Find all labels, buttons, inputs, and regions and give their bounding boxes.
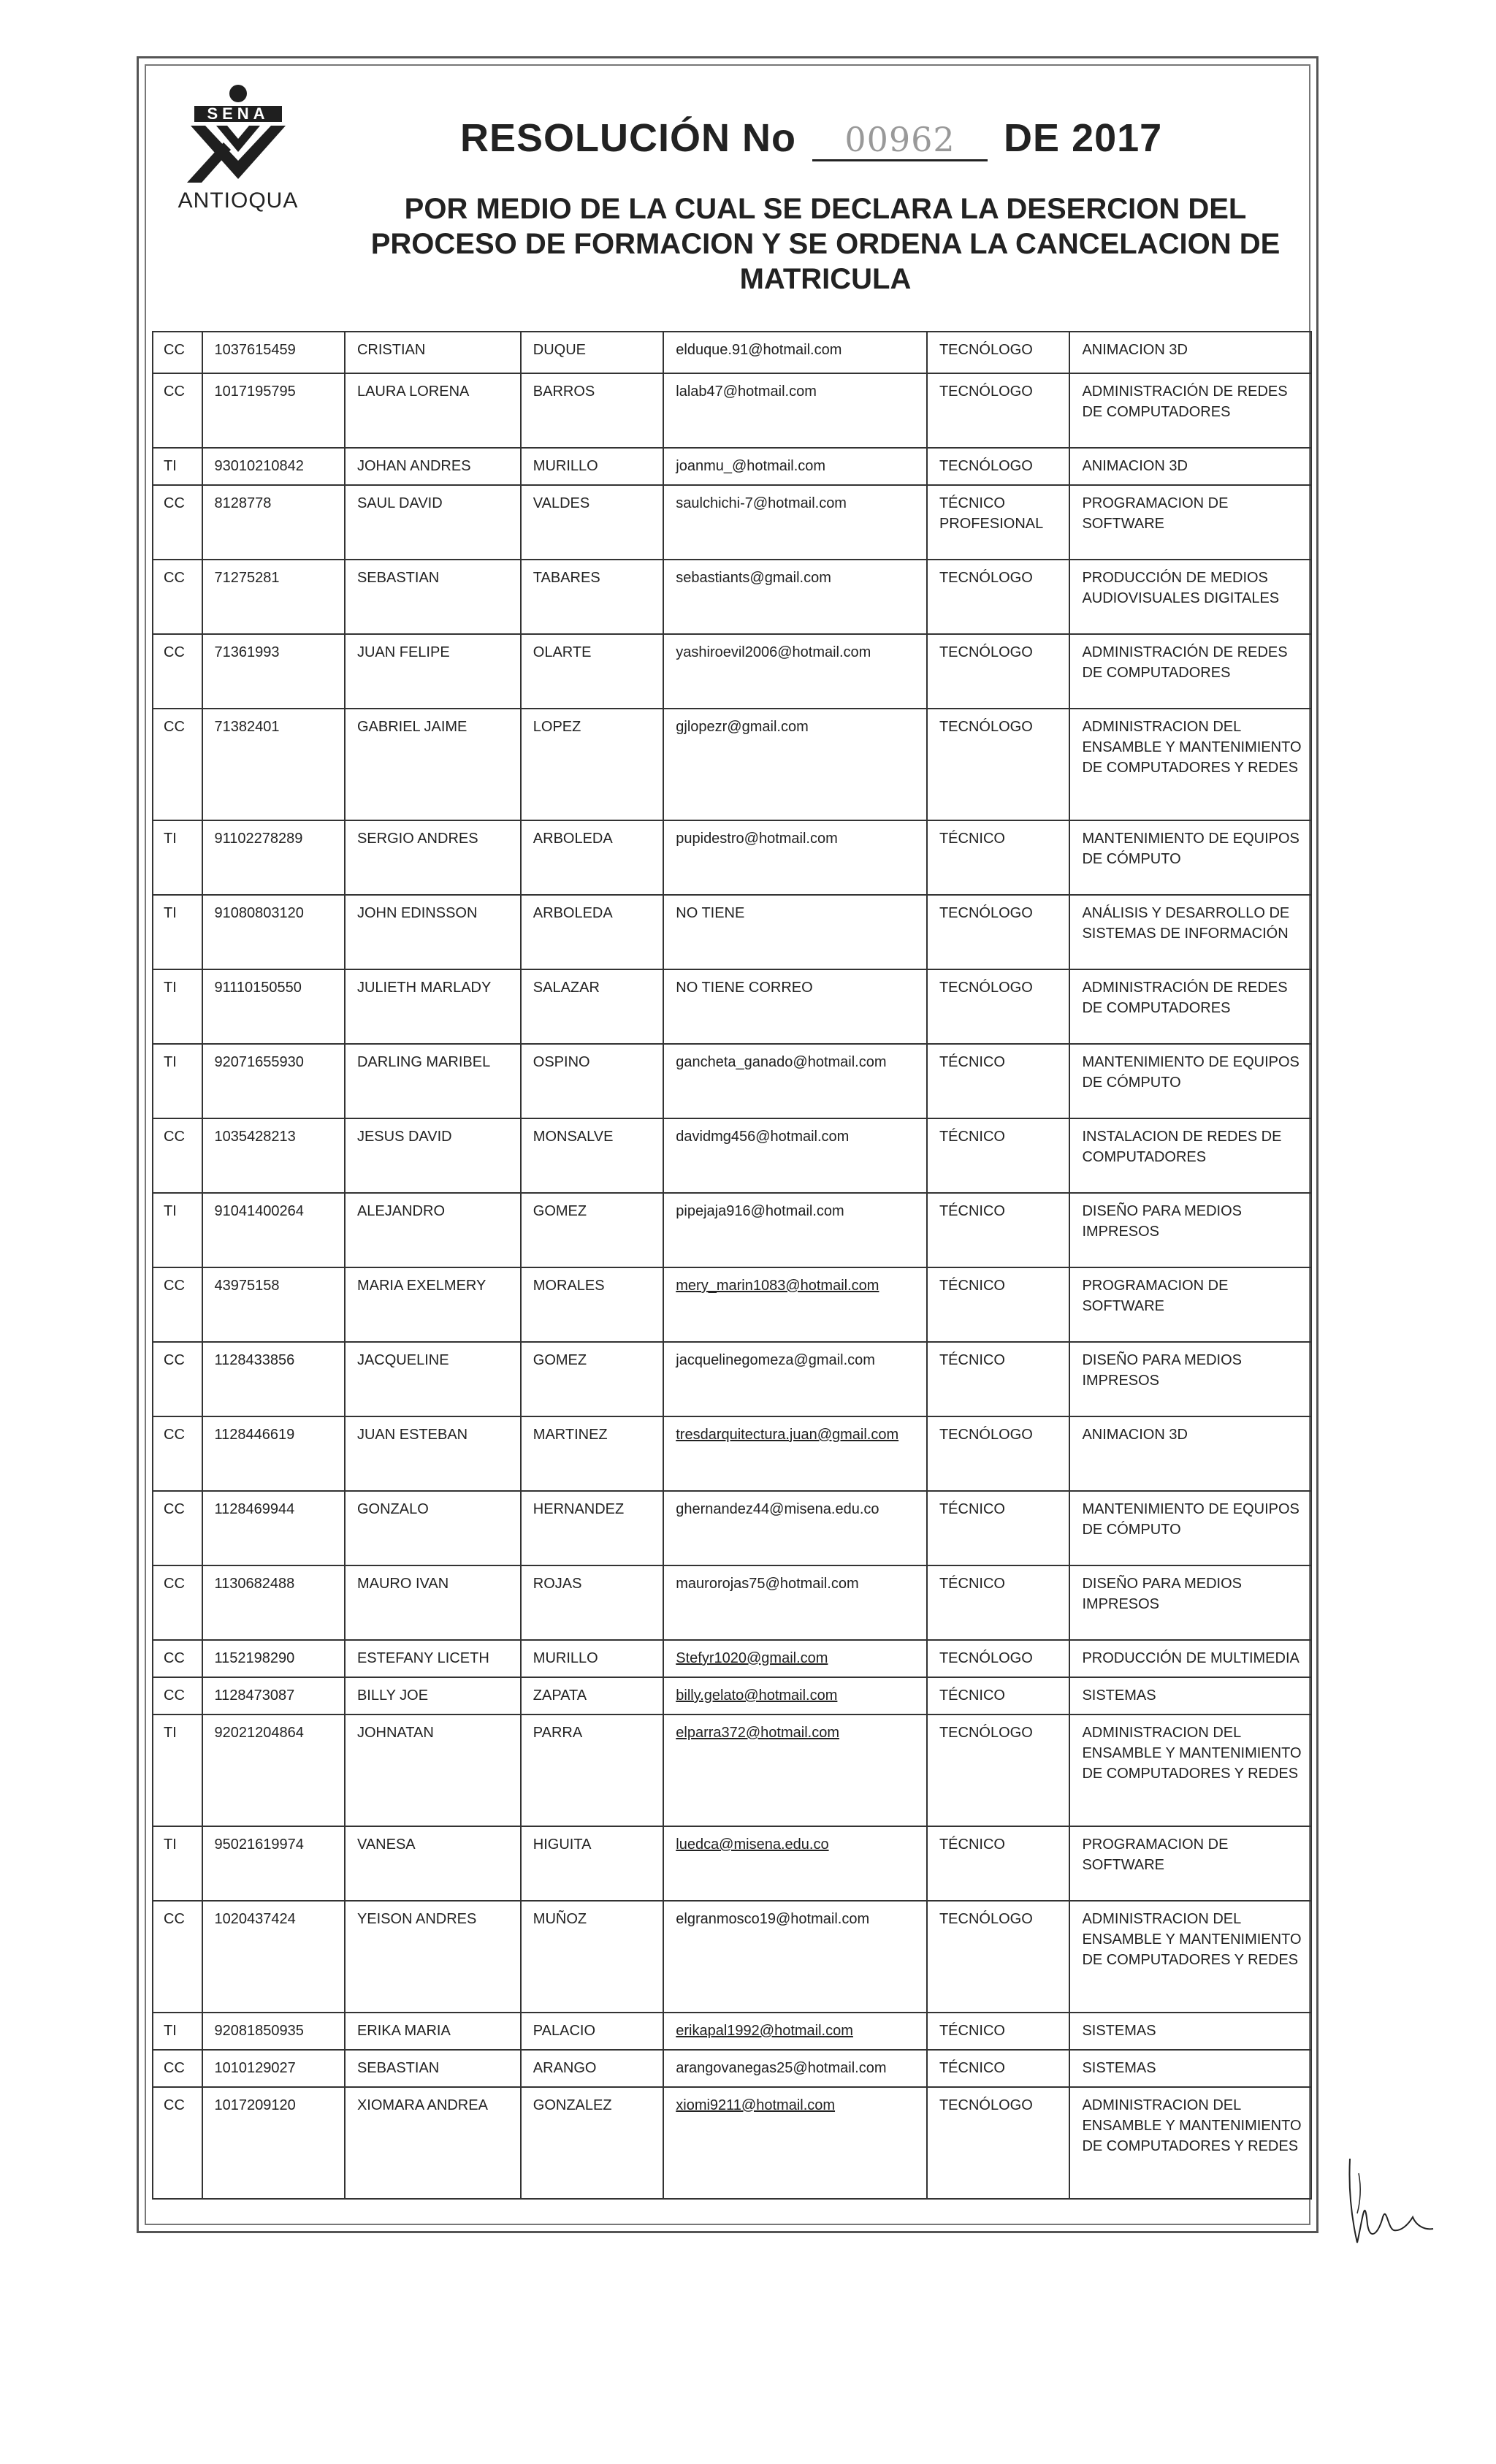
doc-number-cell: 71361993 xyxy=(202,634,345,709)
doc-type-cell: TI xyxy=(153,1193,202,1267)
doc-type-cell: CC xyxy=(153,634,202,709)
doc-number-cell: 91110150550 xyxy=(202,969,345,1044)
program-cell: ADMINISTRACION DEL ENSAMBLE Y MANTENIMIENTO DE COMPUTADORES Y REDES xyxy=(1069,1901,1311,2013)
last-name-cell: BARROS xyxy=(521,373,663,448)
program-cell: MANTENIMIENTO DE EQUIPOS DE CÓMPUTO xyxy=(1069,820,1311,895)
program-cell: PROGRAMACION DE SOFTWARE xyxy=(1069,1267,1311,1342)
doc-number-cell: 92021204864 xyxy=(202,1714,345,1826)
email-cell: gancheta_ganado@hotmail.com xyxy=(663,1044,927,1118)
table-row xyxy=(153,448,1311,485)
doc-number-cell: 1128473087 xyxy=(202,1677,345,1714)
last-name-cell: HERNANDEZ xyxy=(521,1491,663,1565)
table-row xyxy=(153,1677,1311,1714)
table-row xyxy=(153,373,1311,448)
first-name-cell: SAUL DAVID xyxy=(345,485,521,560)
last-name-cell: MORALES xyxy=(521,1267,663,1342)
doc-type-cell: TI xyxy=(153,969,202,1044)
last-name-cell: SALAZAR xyxy=(521,969,663,1044)
doc-type-cell: CC xyxy=(153,1677,202,1714)
last-name-cell: ZAPATA xyxy=(521,1677,663,1714)
resolution-number: 00962 xyxy=(812,120,988,161)
first-name-cell: SEBASTIAN xyxy=(345,560,521,634)
email-cell: billy.gelato@hotmail.com xyxy=(663,1677,927,1714)
email-cell: maurorojas75@hotmail.com xyxy=(663,1565,927,1640)
level-cell: TECNÓLOGO xyxy=(927,709,1069,820)
level-cell: TÉCNICO xyxy=(927,1118,1069,1193)
first-name-cell: YEISON ANDRES xyxy=(345,1901,521,2013)
table-row xyxy=(153,1826,1311,1901)
email-cell: elparra372@hotmail.com xyxy=(663,1714,927,1826)
program-cell: SISTEMAS xyxy=(1069,1677,1311,1714)
level-cell: TÉCNICO xyxy=(927,1342,1069,1416)
table-row xyxy=(153,1491,1311,1565)
level-cell: TECNÓLOGO xyxy=(927,560,1069,634)
email-cell: sebastiants@gmail.com xyxy=(663,560,927,634)
program-cell: MANTENIMIENTO DE EQUIPOS DE CÓMPUTO xyxy=(1069,1044,1311,1118)
doc-type-cell: TI xyxy=(153,2013,202,2050)
level-cell: TECNÓLOGO xyxy=(927,895,1069,969)
signature xyxy=(1343,2144,1438,2254)
first-name-cell: VANESA xyxy=(345,1826,521,1901)
last-name-cell: ROJAS xyxy=(521,1565,663,1640)
email-cell: erikapal1992@hotmail.com xyxy=(663,2013,927,2050)
resolution-suffix: DE 2017 xyxy=(1004,116,1163,160)
doc-type-cell: CC xyxy=(153,1901,202,2013)
table-row xyxy=(153,332,1311,373)
last-name-cell: MARTINEZ xyxy=(521,1416,663,1491)
last-name-cell: ARANGO xyxy=(521,2050,663,2087)
program-cell: DISEÑO PARA MEDIOS IMPRESOS xyxy=(1069,1565,1311,1640)
doc-number-cell: 1128433856 xyxy=(202,1342,345,1416)
level-cell: TECNÓLOGO xyxy=(927,1640,1069,1677)
email-cell: yashiroevil2006@hotmail.com xyxy=(663,634,927,709)
doc-type-cell: CC xyxy=(153,373,202,448)
level-cell: TECNÓLOGO xyxy=(927,448,1069,485)
doc-type-cell: TI xyxy=(153,895,202,969)
program-cell: ANÁLISIS Y DESARROLLO DE SISTEMAS DE INFORMACIÓN xyxy=(1069,895,1311,969)
level-cell: TÉCNICO xyxy=(927,1677,1069,1714)
table-row xyxy=(153,1342,1311,1416)
doc-type-cell: CC xyxy=(153,332,202,373)
level-cell: TECNÓLOGO xyxy=(927,1714,1069,1826)
email-cell: elduque.91@hotmail.com xyxy=(663,332,927,373)
email-cell: jacquelinegomeza@gmail.com xyxy=(663,1342,927,1416)
level-cell: TÉCNICO xyxy=(927,1826,1069,1901)
level-cell: TÉCNICO xyxy=(927,2013,1069,2050)
last-name-cell: MONSALVE xyxy=(521,1118,663,1193)
first-name-cell: MAURO IVAN xyxy=(345,1565,521,1640)
doc-number-cell: 71382401 xyxy=(202,709,345,820)
last-name-cell: GOMEZ xyxy=(521,1193,663,1267)
program-cell: PROGRAMACION DE SOFTWARE xyxy=(1069,1826,1311,1901)
first-name-cell: SEBASTIAN xyxy=(345,2050,521,2087)
doc-type-cell: CC xyxy=(153,1267,202,1342)
doc-type-cell: CC xyxy=(153,2087,202,2199)
doc-type-cell: CC xyxy=(153,485,202,560)
first-name-cell: JESUS DAVID xyxy=(345,1118,521,1193)
table-row xyxy=(153,1044,1311,1118)
program-cell: SISTEMAS xyxy=(1069,2050,1311,2087)
doc-number-cell: 1035428213 xyxy=(202,1118,345,1193)
last-name-cell: ARBOLEDA xyxy=(521,820,663,895)
table-row xyxy=(153,1901,1311,2013)
level-cell: TECNÓLOGO xyxy=(927,1901,1069,2013)
doc-number-cell: 1010129027 xyxy=(202,2050,345,2087)
doc-number-cell: 91102278289 xyxy=(202,820,345,895)
first-name-cell: JACQUELINE xyxy=(345,1342,521,1416)
program-cell: PRODUCCIÓN DE MEDIOS AUDIOVISUALES DIGITALES xyxy=(1069,560,1311,634)
first-name-cell: ERIKA MARIA xyxy=(345,2013,521,2050)
doc-type-cell: TI xyxy=(153,820,202,895)
program-cell: MANTENIMIENTO DE EQUIPOS DE CÓMPUTO xyxy=(1069,1491,1311,1565)
program-cell: ANIMACION 3D xyxy=(1069,448,1311,485)
table-row xyxy=(153,2050,1311,2087)
doc-type-cell: CC xyxy=(153,1118,202,1193)
doc-type-cell: CC xyxy=(153,1565,202,1640)
last-name-cell: PARRA xyxy=(521,1714,663,1826)
last-name-cell: TABARES xyxy=(521,560,663,634)
program-cell: ADMINISTRACIÓN DE REDES DE COMPUTADORES xyxy=(1069,634,1311,709)
last-name-cell: VALDES xyxy=(521,485,663,560)
first-name-cell: GABRIEL JAIME xyxy=(345,709,521,820)
level-cell: TECNÓLOGO xyxy=(927,2087,1069,2199)
email-cell: NO TIENE CORREO xyxy=(663,969,927,1044)
email-cell: pupidestro@hotmail.com xyxy=(663,820,927,895)
doc-number-cell: 43975158 xyxy=(202,1267,345,1342)
doc-type-cell: TI xyxy=(153,1826,202,1901)
level-cell: TECNÓLOGO xyxy=(927,969,1069,1044)
doc-type-cell: TI xyxy=(153,1044,202,1118)
resolution-subtitle: POR MEDIO DE LA CUAL SE DECLARA LA DESERCION DEL PROCESO DE FORMACION Y SE ORDENA LA CANCELACION DE MATRICULA xyxy=(370,193,1281,295)
doc-type-cell: TI xyxy=(153,448,202,485)
table-row xyxy=(153,820,1311,895)
first-name-cell: ESTEFANY LICETH xyxy=(345,1640,521,1677)
email-cell: gjlopezr@gmail.com xyxy=(663,709,927,820)
table-row xyxy=(153,485,1311,560)
level-cell: TECNÓLOGO xyxy=(927,1416,1069,1491)
first-name-cell: JUAN ESTEBAN xyxy=(345,1416,521,1491)
program-cell: ADMINISTRACIÓN DE REDES DE COMPUTADORES xyxy=(1069,969,1311,1044)
doc-number-cell: 95021619974 xyxy=(202,1826,345,1901)
first-name-cell: ALEJANDRO xyxy=(345,1193,521,1267)
students-table xyxy=(152,331,1312,2200)
doc-number-cell: 92081850935 xyxy=(202,2013,345,2050)
first-name-cell: JOHNATAN xyxy=(345,1714,521,1826)
doc-number-cell: 71275281 xyxy=(202,560,345,634)
level-cell: TÉCNICO xyxy=(927,820,1069,895)
program-cell: ANIMACION 3D xyxy=(1069,332,1311,373)
email-cell: joanmu_@hotmail.com xyxy=(663,448,927,485)
doc-type-cell: CC xyxy=(153,709,202,820)
last-name-cell: LOPEZ xyxy=(521,709,663,820)
email-cell: saulchichi-7@hotmail.com xyxy=(663,485,927,560)
first-name-cell: GONZALO xyxy=(345,1491,521,1565)
doc-type-cell: CC xyxy=(153,2050,202,2087)
email-cell: luedca@misena.edu.co xyxy=(663,1826,927,1901)
last-name-cell: GOMEZ xyxy=(521,1342,663,1416)
doc-type-cell: CC xyxy=(153,560,202,634)
program-cell: INSTALACION DE REDES DE COMPUTADORES xyxy=(1069,1118,1311,1193)
doc-type-cell: CC xyxy=(153,1491,202,1565)
program-cell: SISTEMAS xyxy=(1069,2013,1311,2050)
doc-number-cell: 1017209120 xyxy=(202,2087,345,2199)
last-name-cell: ARBOLEDA xyxy=(521,895,663,969)
email-cell: Stefyr1020@gmail.com xyxy=(663,1640,927,1677)
first-name-cell: LAURA LORENA xyxy=(345,373,521,448)
last-name-cell: OSPINO xyxy=(521,1044,663,1118)
first-name-cell: JULIETH MARLADY xyxy=(345,969,521,1044)
doc-number-cell: 1128446619 xyxy=(202,1416,345,1491)
level-cell: TECNÓLOGO xyxy=(927,634,1069,709)
table-row xyxy=(153,1267,1311,1342)
first-name-cell: MARIA EXELMERY xyxy=(345,1267,521,1342)
table-row xyxy=(153,2087,1311,2199)
level-cell: TÉCNICO xyxy=(927,1491,1069,1565)
last-name-cell: OLARTE xyxy=(521,634,663,709)
email-cell: pipejaja916@hotmail.com xyxy=(663,1193,927,1267)
table-row xyxy=(153,1416,1311,1491)
table-row xyxy=(153,1640,1311,1677)
doc-number-cell: 92071655930 xyxy=(202,1044,345,1118)
first-name-cell: JOHN EDINSSON xyxy=(345,895,521,969)
last-name-cell: GONZALEZ xyxy=(521,2087,663,2199)
last-name-cell: MURILLO xyxy=(521,1640,663,1677)
table-row xyxy=(153,895,1311,969)
email-cell: mery_marin1083@hotmail.com xyxy=(663,1267,927,1342)
doc-number-cell: 1128469944 xyxy=(202,1491,345,1565)
level-cell: TÉCNICO xyxy=(927,1044,1069,1118)
program-cell: ADMINISTRACION DEL ENSAMBLE Y MANTENIMIENTO DE COMPUTADORES Y REDES xyxy=(1069,2087,1311,2199)
doc-type-cell: CC xyxy=(153,1416,202,1491)
table-row xyxy=(153,969,1311,1044)
email-cell: ghernandez44@misena.edu.co xyxy=(663,1491,927,1565)
program-cell: DISEÑO PARA MEDIOS IMPRESOS xyxy=(1069,1193,1311,1267)
table-row xyxy=(153,634,1311,709)
email-cell: xiomi9211@hotmail.com xyxy=(663,2087,927,2199)
table-row xyxy=(153,1714,1311,1826)
program-cell: PROGRAMACION DE SOFTWARE xyxy=(1069,485,1311,560)
level-cell: TÉCNICO xyxy=(927,1193,1069,1267)
email-cell: NO TIENE xyxy=(663,895,927,969)
program-cell: ADMINISTRACIÓN DE REDES DE COMPUTADORES xyxy=(1069,373,1311,448)
resolution-title xyxy=(460,115,1162,161)
svg-text:SENA: SENA xyxy=(207,104,270,123)
doc-number-cell: 1130682488 xyxy=(202,1565,345,1640)
doc-number-cell: 1020437424 xyxy=(202,1901,345,2013)
doc-number-cell: 1017195795 xyxy=(202,373,345,448)
doc-number-cell: 1037615459 xyxy=(202,332,345,373)
level-cell: TÉCNICO xyxy=(927,1267,1069,1342)
table-row xyxy=(153,560,1311,634)
table-row xyxy=(153,1193,1311,1267)
program-cell: ADMINISTRACION DEL ENSAMBLE Y MANTENIMIENTO DE COMPUTADORES Y REDES xyxy=(1069,1714,1311,1826)
level-cell: TECNÓLOGO xyxy=(927,332,1069,373)
table-row xyxy=(153,2013,1311,2050)
program-cell: DISEÑO PARA MEDIOS IMPRESOS xyxy=(1069,1342,1311,1416)
doc-type-cell: TI xyxy=(153,1714,202,1826)
first-name-cell: BILLY JOE xyxy=(345,1677,521,1714)
doc-type-cell: CC xyxy=(153,1640,202,1677)
program-cell: PRODUCCIÓN DE MULTIMEDIA xyxy=(1069,1640,1311,1677)
doc-number-cell: 91041400264 xyxy=(202,1193,345,1267)
doc-number-cell: 93010210842 xyxy=(202,448,345,485)
level-cell: TÉCNICO PROFESIONAL xyxy=(927,485,1069,560)
first-name-cell: JUAN FELIPE xyxy=(345,634,521,709)
doc-number-cell: 8128778 xyxy=(202,485,345,560)
table-row xyxy=(153,1118,1311,1193)
program-cell: ANIMACION 3D xyxy=(1069,1416,1311,1491)
resolution-prefix: RESOLUCIÓN No xyxy=(460,116,797,160)
first-name-cell: CRISTIAN xyxy=(345,332,521,373)
email-cell: davidmg456@hotmail.com xyxy=(663,1118,927,1193)
program-cell: ADMINISTRACION DEL ENSAMBLE Y MANTENIMIENTO DE COMPUTADORES Y REDES xyxy=(1069,709,1311,820)
first-name-cell: DARLING MARIBEL xyxy=(345,1044,521,1118)
email-cell: lalab47@hotmail.com xyxy=(663,373,927,448)
level-cell: TÉCNICO xyxy=(927,1565,1069,1640)
last-name-cell: MURILLO xyxy=(521,448,663,485)
regional-label: ANTIOQUA xyxy=(178,188,299,213)
last-name-cell: HIGUITA xyxy=(521,1826,663,1901)
table-row xyxy=(153,1565,1311,1640)
email-cell: elgranmosco19@hotmail.com xyxy=(663,1901,927,2013)
last-name-cell: MUÑOZ xyxy=(521,1901,663,2013)
first-name-cell: SERGIO ANDRES xyxy=(345,820,521,895)
email-cell: arangovanegas25@hotmail.com xyxy=(663,2050,927,2087)
first-name-cell: JOHAN ANDRES xyxy=(345,448,521,485)
level-cell: TÉCNICO xyxy=(927,2050,1069,2087)
level-cell: TECNÓLOGO xyxy=(927,373,1069,448)
first-name-cell: XIOMARA ANDREA xyxy=(345,2087,521,2199)
email-cell: tresdarquitectura.juan@gmail.com xyxy=(663,1416,927,1491)
doc-type-cell: CC xyxy=(153,1342,202,1416)
doc-number-cell: 1152198290 xyxy=(202,1640,345,1677)
last-name-cell: PALACIO xyxy=(521,2013,663,2050)
table-row xyxy=(153,709,1311,820)
doc-number-cell: 91080803120 xyxy=(202,895,345,969)
last-name-cell: DUQUE xyxy=(521,332,663,373)
